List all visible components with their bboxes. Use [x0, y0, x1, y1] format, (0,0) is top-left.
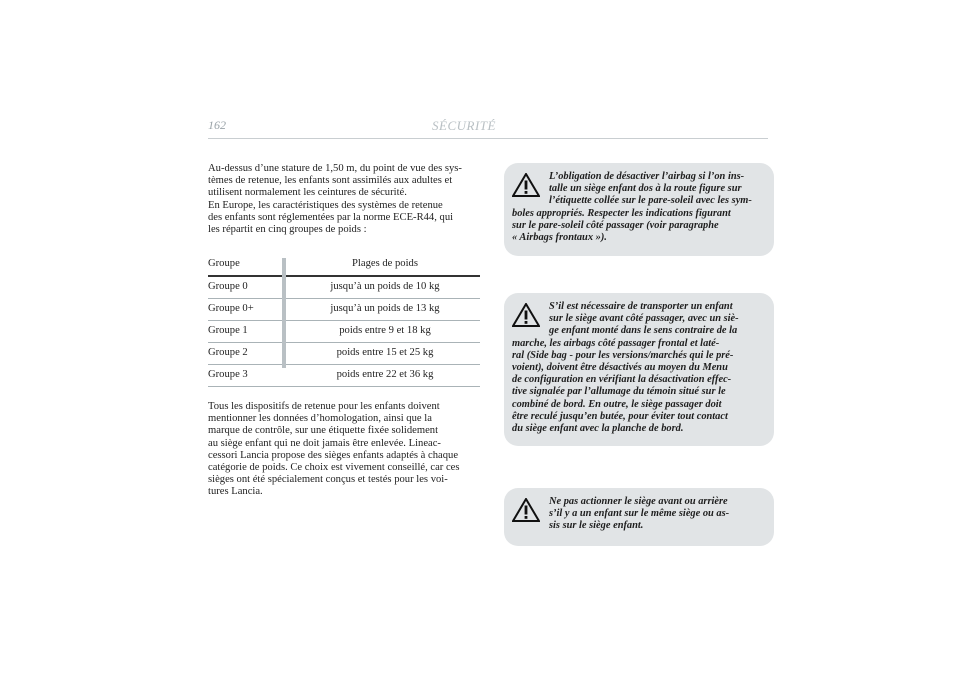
cell-weight-range: jusqu’à un poids de 10 kg — [330, 281, 440, 292]
text-line: les répartit en cinq groupes de poids : — [208, 224, 367, 236]
cell-group: Groupe 0 — [208, 281, 248, 292]
text-line: Tous les dispositifs de retenue pour les enfants doivent — [208, 401, 440, 412]
page-number: 162 — [208, 118, 226, 132]
cell-weight-range: jusqu’à un poids de 13 kg — [330, 303, 440, 314]
text-line: En Europe, les caractéristiques des systèmes de retenue — [208, 199, 443, 211]
text-line: au siège enfant qui ne doit jamais être enlevée. Lineac- — [208, 437, 441, 449]
cell-group: Groupe 3 — [208, 369, 248, 380]
text-line: des enfants sont réglementées par la norme ECE-R44, qui — [208, 211, 454, 223]
text-line: utilisent normalement les ceintures de sécurité. — [208, 187, 407, 199]
header-weight-range: Plages de poids — [352, 258, 418, 269]
text-line: tive signalée par l’allumage du témoin situé sur le — [512, 386, 726, 398]
text-line: du siège enfant avec la planche de bord. — [512, 423, 684, 435]
text-line: cessori Lancia propose des sièges enfants adaptés à chaque — [208, 449, 459, 461]
cell-group: Groupe 0+ — [208, 303, 254, 314]
text-line: Ne pas actionner le siège avant ou arrière — [549, 496, 728, 507]
text-line: marque de contrôle, sur une étiquette fixée solidement — [208, 425, 439, 437]
table-row — [208, 365, 480, 387]
text-line: tures Lancia. — [208, 486, 263, 498]
header-group: Groupe — [208, 258, 240, 269]
text-line: L’obligation de désactiver l’airbag si l’on ins- — [549, 171, 745, 182]
table-header-row — [208, 258, 480, 277]
text-line: talle un siège enfant dos à la route figure sur — [549, 183, 742, 195]
warning-text — [512, 171, 766, 244]
cell-group: Groupe 2 — [208, 347, 248, 358]
text-line: sur le pare-soleil côté passager (voir paragraphe — [512, 219, 719, 231]
warning-text — [512, 496, 766, 533]
cell-weight-range: poids entre 15 et 25 kg — [336, 347, 434, 358]
weight-groups-table — [208, 258, 480, 387]
page-header — [208, 118, 768, 138]
text-line: l’étiquette collée sur le pare-soleil avec les sym- — [549, 195, 752, 207]
warning-box-airbag-label — [504, 163, 774, 256]
homologation-paragraph — [208, 401, 480, 499]
text-line: tèmes de retenue, les enfants sont assimilés aux adultes et — [208, 175, 453, 187]
text-line: être reculé jusqu’en butée, pour éviter tout contact — [512, 410, 728, 422]
table-row — [208, 343, 480, 365]
text-line: de configuration en vérifiant la désactivation effec- — [512, 374, 732, 386]
text-line: marche, les airbags côté passager frontal et laté- — [512, 337, 720, 349]
intro-paragraph — [208, 163, 480, 236]
text-line: catégorie de poids. Ce choix est vivement conseillé, car ces — [208, 462, 460, 474]
text-line: ge enfant monté dans le sens contraire de la — [549, 325, 738, 337]
section-title: SÉCURITÉ — [432, 118, 496, 133]
warning-box-seat-adjustment — [504, 488, 774, 546]
text-line: S’il est nécessaire de transporter un enfant — [549, 301, 733, 312]
text-line: boles appropriés. Respecter les indications figurant — [512, 207, 731, 219]
warning-box-rear-facing-seat — [504, 293, 774, 446]
cell-group: Groupe 1 — [208, 325, 248, 336]
text-line: ral (Side bag - pour les versions/marchés qui le pré- — [512, 349, 734, 361]
table-row — [208, 321, 480, 343]
table-row — [208, 277, 480, 299]
table-column-divider — [282, 258, 286, 368]
table-row — [208, 299, 480, 321]
text-line: Au-dessus d’une stature de 1,50 m, du point de vue des sys- — [208, 163, 462, 174]
text-line: « Airbags frontaux »). — [512, 232, 607, 244]
cell-weight-range: poids entre 9 et 18 kg — [339, 325, 431, 336]
text-line: sur le siège avant côté passager, avec un siè- — [549, 313, 739, 325]
header-rule — [208, 138, 768, 139]
text-line: combiné de bord. En outre, le siège passager doit — [512, 398, 722, 410]
text-line: sis sur le siège enfant. — [549, 520, 644, 532]
text-line: voient), doivent être désactivés au moyen du Menu — [512, 362, 728, 374]
cell-weight-range: poids entre 22 et 36 kg — [336, 369, 434, 380]
text-line: sièges ont été spécialement conçus et testés pour les voi- — [208, 474, 448, 486]
warning-text — [512, 301, 766, 435]
text-line: s’il y a un enfant sur le même siège ou as- — [549, 508, 730, 520]
text-line: mentionner les données d’homologation, ainsi que la — [208, 413, 432, 425]
